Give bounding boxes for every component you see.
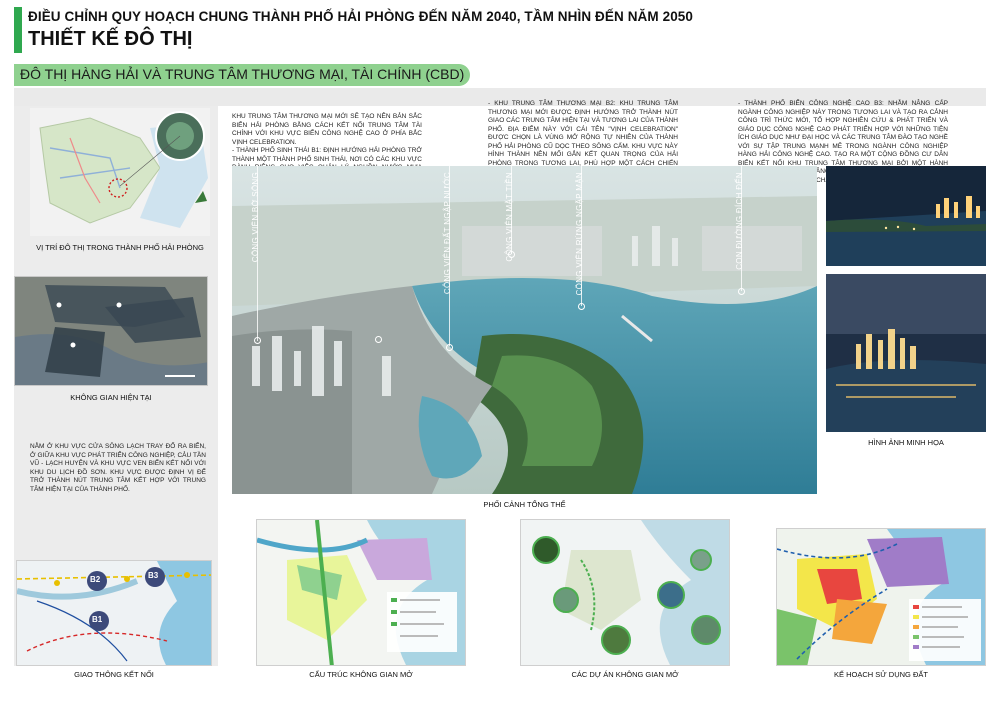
- current-space-map: [14, 276, 208, 386]
- caption-illustration: HÌNH ẢNH MINH HỌA: [868, 438, 944, 447]
- caption-location: VỊ TRÍ ĐÔ THỊ TRONG THÀNH PHỐ HẢI PHÒNG: [36, 243, 204, 252]
- caption-render: PHỐI CẢNH TỔNG THỂ: [483, 500, 566, 509]
- text-column-b3: - THÀNH PHỐ BIỂN CÔNG NGHỆ CAO B3: NHẰM NÂNG CẤP NGÀNH CÔNG NGHIỆP NÀY TRONG TƯƠNG LAI VÀ TẠO RA CẢNH CÔNG TRÌ THỨC MỚI, TỔ HỢP NGHIÊN CỨU & PHÁT TRIỂN VÀ GIÁO DỤC CÔNG NGHỆ CAO PHÁT TRIỂN HỢP VỚI NHỮNG TIỆN ÍCH GIÁO DỤC NHƯ ĐẠI HỌC VÀ CÁC TRUNG TÂM ĐÀO TẠO NGHỀ VỚI SỰ TẬP TRUNG MẠNH MẼ TRONG NGÀNH CÔNG NGHIỆP HÀNG HẢI CÔNG NGHỆ CAO. TẠO RA MỘT CỘNG ĐỒNG CƯ DÂN BIỂN KẾT NỐI KHU TRUNG TÂM THƯƠNG MẠI BỞI MỘT HÀNH NÂNG CHẤT: [738, 100, 948, 184]
- illustration-image-1: [826, 166, 986, 266]
- marker-dot: [578, 303, 585, 310]
- illustration-image-2: [826, 274, 986, 432]
- caption-open-space-projects: CÁC DỰ ÁN KHÔNG GIAN MỞ: [571, 670, 679, 679]
- caption-transport: GIAO THÔNG KẾT NỐI: [74, 670, 154, 679]
- page-subtitle: THIẾT KẾ ĐÔ THỊ: [28, 28, 193, 50]
- caption-open-space-structure: CẤU TRÚC KHÔNG GIAN MỞ: [309, 670, 413, 679]
- text-column-b1: KHU TRUNG TÂM THƯƠNG MẠI MỚI SẼ TẠO NÊN BẢN SẮC BIỂN HẢI PHÒNG BẰNG CÁCH KẾT NỐI TRUNG TÂM TÀI CHÍNH VỚI KHU VỰC BIỂN CÔNG NGHỆ CAO Ở PHÍA BẮC VỊNH CELEBRATION. - THÀNH PHỐ SINH THÁI B1: ĐỊNH HƯỚNG HẢI PHÒNG TRỞ THÀNH MỘT THÀNH PHỐ SINH THÁI, NƠI CÓ CÁC KHU VỰC: [232, 113, 422, 163]
- marker-dot: [508, 251, 515, 258]
- label-riverside-park: CÔNG VIÊN BỜ SÔNG: [251, 172, 260, 263]
- location-map: [30, 108, 210, 236]
- label-mangrove-park: CÔNG VIÊN RỪNG NGẬP MẶN: [575, 172, 584, 296]
- label-wetland-park: CÔNG VIÊN ĐẤT NGẬP NƯỚC: [443, 172, 452, 295]
- marker-dot: [738, 288, 745, 295]
- caption-current-space: KHÔNG GIAN HIỆN TẠI: [70, 393, 152, 402]
- caption-land-use: KẾ HOẠCH SỬ DỤNG ĐẤT: [834, 670, 928, 679]
- zone-b3-label: B3: [148, 571, 159, 580]
- zone-b2-label: B2: [90, 575, 101, 584]
- page-title: ĐIỀU CHỈNH QUY HOẠCH CHUNG THÀNH PHỐ HẢI PHÒNG ĐẾN NĂM 2040, TẦM NHÌN ĐẾN NĂM 2050: [28, 9, 694, 24]
- transport-map: [16, 560, 212, 666]
- header-accent-bar: [14, 7, 22, 53]
- marker-dot: [254, 337, 261, 344]
- zone-b1-label: B1: [92, 615, 103, 624]
- land-use-map: [776, 528, 986, 666]
- section-title: ĐÔ THỊ HÀNG HẢI VÀ TRUNG TÂM THƯƠNG MẠI, TÀI CHÍNH (CBD): [20, 66, 465, 82]
- label-destination-road: CON ĐƯỜNG ĐÍCH ĐẾN: [735, 172, 744, 270]
- overall-perspective-render: [232, 166, 817, 494]
- marker-dot: [446, 344, 453, 351]
- marker-dot: [375, 336, 382, 343]
- text-column-b2: - KHU TRUNG TÂM THƯƠNG MẠI B2: KHU TRUNG TÂM THƯƠNG MẠI MỚI ĐƯỢC ĐỊNH HƯỚNG TRỞ THÀNH NÚT GIAO CÁC TRUNG TÂM HIỆN TẠI VÀ TƯƠNG LAI CỦA THÀNH PHỐ. ĐỊA ĐIỂM NÀY VỚI CÁI TÊN "VỊNH CELEBRATION" ĐƯỢC CHỌN LÀ VÙNG MỞ RỘNG TỰ NHIÊN CỦA THÀNH PHỐ HẢI PHÒNG CŨ DỌC THEO SÔNG CẤM. KHU VỰC NÀY HÌNH THÀNH NÊN MỐI GẮN KẾT QUAN TRỌNG CỦA HẢI PHÒNG TRONG TƯƠNG LAI, PHÙ HỢP MỘT CÁCH CHIẾN: [488, 100, 678, 167]
- label-frontage-park: CÔNG VIÊN MẶT TIỀN: [505, 172, 514, 262]
- intro-paragraph: NẰM Ở KHU VỰC CỬA SÔNG LẠCH TRAY ĐỔ RA BIỂN, Ở GIỮA KHU VỰC PHÁT TRIỂN CÔNG NGHIỆP, CẢU TẦN VŨ - LẠCH HUYỆN VÀ KHU VỰC VEN BIỂN KẾT NỐI VỚI KHU DU LỊCH ĐỒ SƠN. KHU VỰC ĐƯỢC ĐỊNH VỊ ĐỂ TRỞ THÀNH NÚT TRUNG TÂM KẾT HỢP VỚI TRUNG TÂM HIỆN TẠI CỦA THÀNH PHỐ.: [30, 443, 206, 493]
- open-space-structure-map: [256, 519, 466, 666]
- open-space-projects-map: [520, 519, 730, 666]
